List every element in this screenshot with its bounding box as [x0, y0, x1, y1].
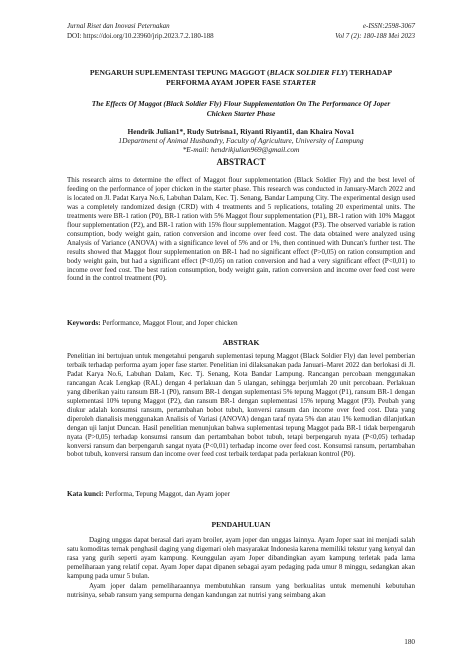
keywords-label: Keywords: — [67, 319, 101, 327]
abstract-keywords — [67, 319, 415, 328]
intro-paragraph-2: Ayam joper dalam pemeliharaannya membutuhkan ransum yang berkualitas untuk memenuhi kebutuhan nutrisinya, sebab ransum yang sempurna dengan kandungan zat nutrisi yang seimbang akan — [67, 582, 415, 599]
paper-title — [67, 68, 415, 87]
title-line1-italic: BLACK SOLDIER FLY — [269, 68, 346, 77]
doi-link[interactable]: DOI: https://doi.org/10.23960/jrip.2023.7.2.180-188 — [67, 31, 214, 40]
author-names: Hendrik Julian1*, Rudy Sutrisna1, Riyanti Riyanti1, dan Khaira Nova1 — [127, 127, 355, 136]
abstrak-body: Penelitian ini bertujuan untuk mengetahui pengaruh suplementasi tepung Maggot (Black Soldier Fly) dan level pemberian terbaik terhadap performa ayam joper fase starter. Penelitian ini dilaksanakan pada Januari–Maret 2022 dan berlokasi di Jl. Padat Karya No.6, Labuhan Dalam, Kec. Tj. Senang, Kota Bandar Lampung. Rancangan percobaan menggunakan rancangan Acak Lengkap (RAL) dengan 4 perlakuan dan 5 ulangan, sehingga berjumlah 20 unit percobaan. Perlakuan yang diberikan yaitu ransum BR-1 (P0), ransum BR-1 dengan suplementasi 5% tepung Maggot (P1), ransum BR-1 dengan suplementasi 10% tepung Maggot (P2), dan ransum BR-1 dengan suplementasi 15% tepung Maggot (P3). Peubah yang diukur adalah konsumsi ransum, pertambahan bobot tubuh, konversi ransum dan income over feed cost. Data yang diperoleh dianalisis menggunakan Analisis of Variasi (ANOVA) dengan taraf nyata 5% dan atau 1% kemudian dilanjutkan dengan uji lanjut Duncan. Hasil penelitian menunjukan bahwa suplementasi tepung Maggot pada BR-1 tidak berpengaruh nyata (P>0,05) terhadap konsumsi ransum dan pertambahan bobot tubuh, tetapi berpengaruh nyata (P<0,05) terhadap konversi ransum dan berpengaruh sangat nyata (P<0,01) terhadap income over feed cost. Konsumsi ransum, pertambahan bobot tubuh, konversi ransum dan income over feed cost terbaik terdapat pada perlakuan kontrol (P0). — [67, 352, 415, 459]
intro-heading: PENDAHULUAN — [211, 520, 271, 529]
abstrak-heading: ABSTRAK — [222, 338, 260, 347]
title-line1-post: ) TERHADAP — [345, 68, 393, 77]
intro-paragraph-1: Daging unggas dapat berasal dari ayam broiler, ayam joper dan unggas lainnya. Ayam Joper saat ini menjadi salah satu komoditas ternak penghasil daging yang digemari oleh masyarakat Indonesia karena memiliki tekstur yang kenyal dan rasa yang gurih seperti ayam kampung. Keunggulan ayam Joper dibandingkan ayam kampung terletak pada lama pemeliharaan yang relatif cepat. Ayam Joper dapat dipanen sebagai ayam pedaging pada umur 8 minggu, sedangkan akan kampung pada umur 5 bulan. — [67, 536, 415, 580]
abstract-heading: ABSTRACT — [216, 157, 266, 167]
title-line2-italic: STARTER — [282, 77, 316, 87]
volume-info: Vol 7 (2): 180-188 Mei 2023 — [335, 31, 415, 40]
title-line2-pre: PERFORMA AYAM JOPER FASE — [166, 77, 283, 87]
paper-subtitle: The Effects Of Maggot (Black Soldier Fly) Flour Supplementation On The Performance Of Joper Chicken Starter Phase — [91, 99, 391, 118]
keywords-text: Performance, Maggot Flour, and Joper chicken — [100, 319, 238, 327]
journal-name: Jurnal Riset dan Inovasi Peternakan — [67, 22, 170, 30]
journal-header — [67, 22, 415, 41]
issn: e-ISSN:2598-3067 — [362, 22, 415, 30]
title-line1-pre: PENGARUH SUPLEMENTASI TEPUNG MAGGOT ( — [89, 68, 270, 77]
author-affiliation: 1Department of Animal Husbandry, Faculty of Agriculture, University of Lampung — [118, 136, 364, 145]
kata-kunci-label: Kata kunci: — [67, 490, 104, 498]
author-email[interactable]: *E-mail: hendrikjulian969@gmail.com — [182, 145, 300, 154]
kata-kunci-text: Performa, Tepung Maggot, dan Ayam joper — [103, 490, 230, 498]
page-number: 180 — [404, 638, 415, 646]
abstract-body: This research aims to determine the effect of Maggot flour supplementation (Black Soldier Fly) and the best level of feeding on the performance of joper chicken in the starter phase. This research was conducted in January-March 2022 and is located on Jl. Padat Karya No.6, Labuhan Dalam, Kec. Tj. Senang, Bandar Lampung City. The experimental design used was a completely randomized design (CRD) with 4 treatments and 5 replications, totaling 20 experimental units. The treatments were BR-1 ration (P0), BR-1 ration with 5% Maggot flour supplementation (P1), BR-1 ration with 10% Maggot flour supplementation (P2), and BR-1 ration with 15% flour supplementation. Maggot (P3). The observed variable is ration consumption, body weight gain, ration conversion and income over feed cost. The data obtained were analyzed using Analysis of Variance (ANOVA) with a significance level of 5% and or 1%, then continued with Duncan's further test. The results showed that Maggot flour supplementation on BR-1 had no significant effect (P>0,05) on ration consumption and body weight gain, but had a significant effect (P<0,05) on ration conversion and had a very significant effect (P<0,01) to income over feed cost. The best ration consumption, body weight gain, ration conversion and income over feed cost were found in the control treatment (P0). — [67, 176, 415, 283]
abstrak-keywords — [67, 490, 415, 499]
author-block — [67, 127, 415, 154]
